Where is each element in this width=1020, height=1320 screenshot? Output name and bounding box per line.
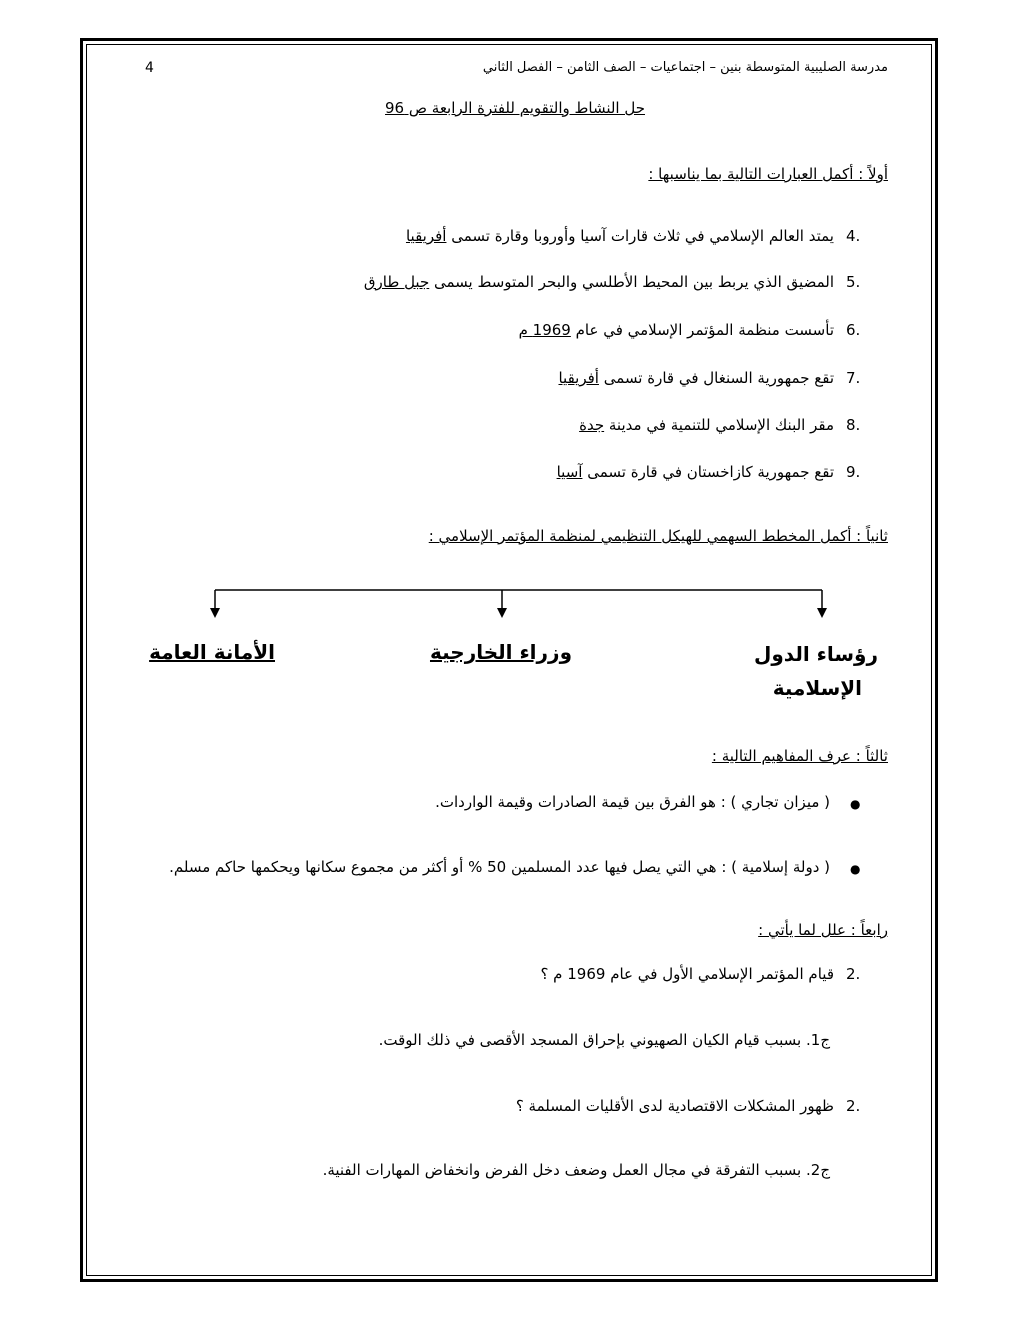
box-foreign-ministers: وزراء الخارجية	[429, 640, 572, 664]
arrowhead-middle	[497, 608, 507, 618]
item-number: 6.	[846, 321, 861, 339]
answer-text: ج2. بسبب التفرقة في مجال العمل وضعف دخل الفرض وانخفاض المهارات الفنية.	[322, 1161, 830, 1179]
box-general-secretariat: الأمانة العامة	[149, 640, 275, 664]
item-number: 8.	[846, 416, 861, 434]
arrowhead-right	[817, 608, 827, 618]
question-number: 2.	[846, 1097, 861, 1115]
item-text: تقع جمهورية السنغال في قارة تسمى	[598, 369, 834, 387]
bullet-icon: ●	[850, 797, 861, 811]
item-answer: آسيا	[556, 463, 583, 481]
item-answer: أفريقيا	[405, 227, 447, 245]
item-number: 5.	[846, 273, 861, 291]
item-answer: 1969 م	[518, 321, 571, 339]
definition-item: ( ميزان تجاري ) : هو الفرق بين قيمة الصادرات وقيمة الواردات.	[435, 793, 830, 811]
question-number: 2.	[846, 965, 861, 983]
item-number: 7.	[846, 369, 861, 387]
question-text: قيام المؤتمر الإسلامي الأول في عام 1969 م ؟	[540, 965, 834, 983]
item-answer: أفريقيا	[558, 369, 599, 387]
item-number: 4.	[846, 227, 861, 245]
item-text: تقع جمهورية كازاخستان في قارة تسمى	[582, 463, 834, 481]
box-heads-of-state-line2: الإسلامية	[772, 676, 862, 700]
section3-heading: ثالثاً : عرف المفاهيم التالية :	[711, 747, 888, 765]
school-header: مدرسة الصليبية المتوسطة بنين – اجتماعيات – الصف الثامن – الفصل الثاني	[482, 60, 888, 75]
answer-text: ج1. بسبب قيام الكيان الصهيوني بإحراق المسجد الأقصى في ذلك الوقت.	[378, 1031, 830, 1049]
item-number: 9.	[846, 463, 861, 481]
bullet-icon: ●	[850, 862, 861, 876]
section2-heading: ثانياً : أكمل المخطط السهمي للهيكل التنظيمي لمنظمة المؤتمر الإسلامي :	[428, 527, 888, 545]
section4-heading: رابعاً : علل لما يأتي :	[758, 921, 888, 939]
page-title: حل النشاط والتقويم للفترة الرابعة ص 96	[385, 99, 645, 117]
item-answer: جدة	[579, 416, 605, 434]
item-text: المضيق الذي يربط بين المحيط الأطلسي والبحر المتوسط يسمى	[429, 273, 834, 291]
item-text: مقر البنك الإسلامي للتنمية في مدينة	[604, 416, 834, 434]
item-text: يمتد العالم الإسلامي في ثلاث قارات آسيا وأوروبا وقارة تسمى	[446, 227, 834, 245]
page-number: 4	[145, 60, 154, 76]
definition-item: ( دولة إسلامية ) : هي التي يصل فيها عدد المسلمين 50 % أو أكثر من مجموع سكانها ويحكمها حاكم مسلم.	[169, 858, 830, 876]
section1-heading: أولاً : أكمل العبارات التالية بما يناسبها :	[648, 165, 888, 183]
item-text: تأسست منظمة المؤتمر الإسلامي في عام	[570, 321, 834, 339]
box-heads-of-state-line1: رؤساء الدول	[753, 642, 878, 666]
question-text: ظهور المشكلات الاقتصادية لدى الأقليات المسلمة ؟	[515, 1097, 834, 1115]
arrowhead-left	[210, 608, 220, 618]
item-answer: جبل طارق	[363, 273, 430, 291]
